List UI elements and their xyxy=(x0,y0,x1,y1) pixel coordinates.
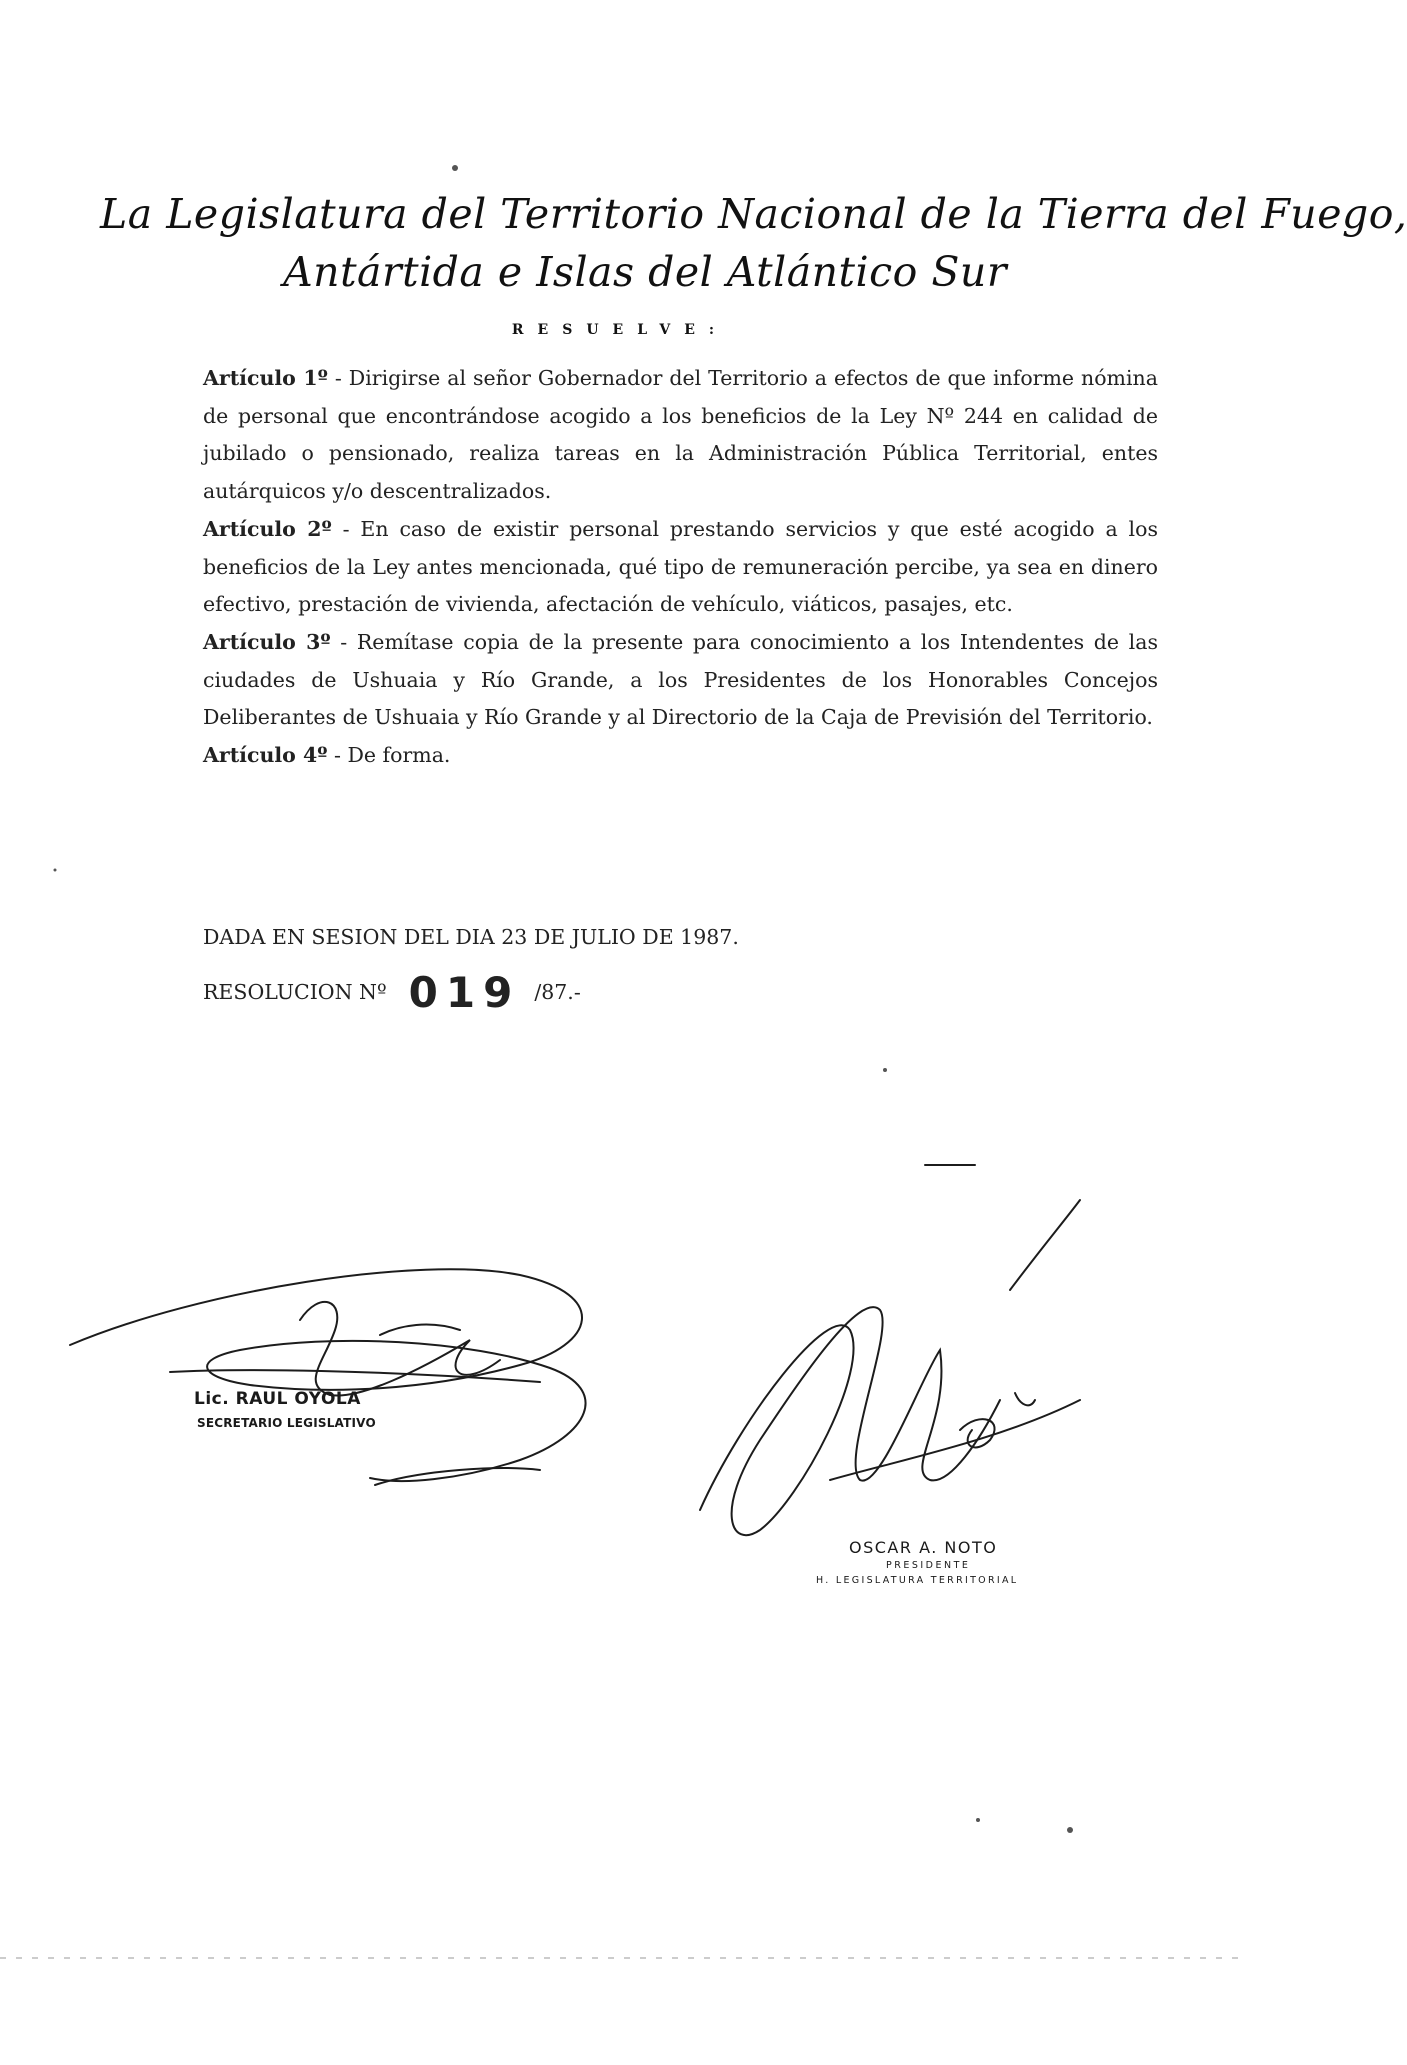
article-text: - Dirigirse al señor Gobernador del Territorio a efectos de que informe nómina de personal que encontrándose acogido a los beneficios de la Ley Nº 244 en calidad de jubilado o pensionado, realiza tareas en la Administración Pública Territorial, entes autárquicos y/o descentralizados. xyxy=(203,366,1158,504)
resolution-number: 019 xyxy=(408,968,521,1017)
left-signature-icon xyxy=(70,1269,586,1481)
article-text: - En caso de existir personal prestando servicios y que esté acogido a los beneficios de la Ley antes mencionada, qué tipo de remuneración percibe, ya sea en dinero efectivo, prestación de vivienda, afectación de vehículo, viáticos, pasajes, etc. xyxy=(203,516,1158,617)
article-label: Artículo 3º xyxy=(203,629,331,654)
article-label: Artículo 4º xyxy=(203,743,328,768)
right-signature-icon xyxy=(700,1307,1000,1535)
letterhead-line-2: Antártida e Islas del Atlántico Sur xyxy=(283,248,1007,296)
resolution-prefix: RESOLUCION Nº xyxy=(203,980,387,1004)
right-signatory-title: PRESIDENTE xyxy=(886,1560,971,1571)
article-label: Artículo 2º xyxy=(203,516,332,541)
resuelve-heading: RESUELVE: xyxy=(511,322,729,338)
article-text: - Remítase copia de la presente para conocimiento a los Intendentes de las ciudades de Ushuaia y Río Grande, a los Presidentes de los Honorables Concejos Deliberantes de Ushuaia y Río Grande y al Directorio de la Caja de Previsión del Territorio. xyxy=(203,629,1158,730)
article-text: - De forma. xyxy=(334,743,451,768)
right-signatory-name: OSCAR A. NOTO xyxy=(849,1538,998,1557)
resolution-suffix: /87.- xyxy=(534,980,581,1004)
left-signatory-name: Lic. RAUL OYOLA xyxy=(194,1389,361,1409)
letterhead-line-1: La Legislatura del Territorio Nacional de la Tierra del Fuego, xyxy=(100,190,1407,238)
session-date: DADA EN SESION DEL DIA 23 DE JULIO DE 1987. xyxy=(203,925,739,949)
left-signatory-title: SECRETARIO LEGISLATIVO xyxy=(197,1416,376,1430)
right-signatory-organization: H. LEGISLATURA TERRITORIAL xyxy=(816,1575,1019,1586)
article-label: Artículo 1º xyxy=(203,366,328,390)
